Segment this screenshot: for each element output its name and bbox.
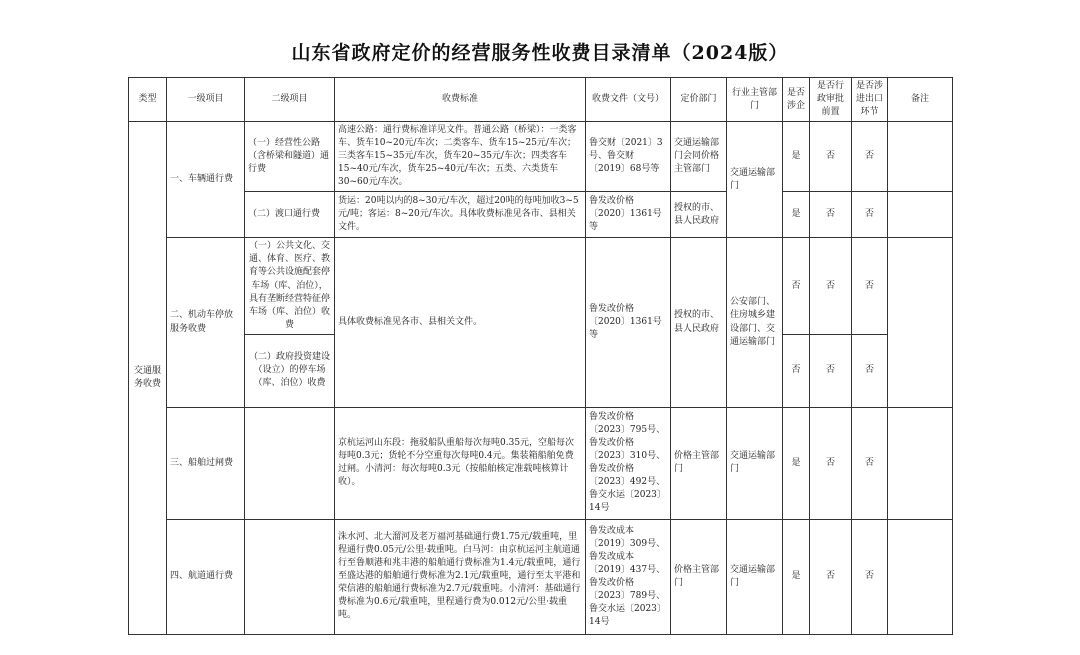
doc-ship: 鲁发改价格〔2023〕795号、鲁发改价格〔2023〕310号、鲁发改价格〔2023〕492号、鲁交水运〔2023〕14号 [586, 407, 671, 519]
level2-vehicle-1: （一）经营性公路（含桥梁和隧道）通行费 [245, 122, 335, 192]
industry-channel: 交通运输部门 [727, 519, 783, 634]
industry-parking: 公安部门、住房城乡建设部门、交通运输部门 [727, 238, 783, 407]
standard-ship: 京杭运河山东段：拖驳船队重船每次每吨0.35元，空船每次每吨0.3元；货轮不分空重每次每吨0.4元。集装箱船舶免费过闸。小清河：每次每吨0.3元（按船舶核定准载吨核算计收）。 [335, 407, 586, 519]
level2-vehicle-2: （二）渡口通行费 [245, 192, 335, 238]
header-dept: 定价部门 [671, 78, 727, 122]
header-level1: 一级项目 [167, 78, 245, 122]
industry-vehicle: 交通运输部门 [727, 122, 783, 238]
remark-parking [888, 238, 953, 407]
enterprise-ship: 是 [783, 407, 810, 519]
level2-parking-2: （二）政府投资建设（设立）的停车场（库、泊位）收费 [245, 334, 335, 407]
table-row [129, 519, 953, 634]
standard-channel: 洙水河、北大溜河及老万福河基础通行费1.75元/载重吨，里程通行费0.05元/公里·载重吨。白马河：由京杭运河主航道通行至鲁顺港和兆丰港的船舶通行费标准为1.4元/载重吨，通行至盛达港的船舶通行费标准为2.1元/载重吨，通行至太平港和荣信港的船舶通行费标准为2.7元/载重吨。小清河：基础通行费标准为0.6元/载重吨，里程通行费为0.012元/公里·载重吨。 [335, 519, 586, 634]
dept-vehicle-1: 交通运输部门会同价格主管部门 [671, 122, 727, 192]
category-cell: 交通服务收费 [129, 122, 167, 635]
ie-vehicle-2: 否 [852, 192, 888, 238]
ie-channel: 否 [852, 519, 888, 634]
enterprise-vehicle-2: 是 [783, 192, 810, 238]
enterprise-vehicle-1: 是 [783, 122, 810, 192]
level1-ship: 三、船舶过闸费 [167, 407, 245, 519]
header-level2: 二级项目 [245, 78, 335, 122]
level1-channel: 四、航道通行费 [167, 519, 245, 634]
doc-vehicle-2: 鲁发改价格〔2020〕1361号等 [586, 192, 671, 238]
standard-vehicle-2: 货运：20吨以内的8~30元/车次，超过20吨的每吨加收3~5元/吨；客运：8~20元/车次。具体收费标准见各市、县相关文件。 [335, 192, 586, 238]
header-type: 类型 [129, 78, 167, 122]
ie-ship: 否 [852, 407, 888, 519]
dept-vehicle-2: 授权的市、县人民政府 [671, 192, 727, 238]
review-ship: 否 [810, 407, 852, 519]
header-standard: 收费标准 [335, 78, 586, 122]
enterprise-channel: 是 [783, 519, 810, 634]
table-row [129, 407, 953, 519]
review-parking-2: 否 [810, 334, 852, 407]
header-remark: 备注 [888, 78, 953, 122]
review-parking-1: 否 [810, 238, 852, 334]
ie-parking-2: 否 [852, 334, 888, 407]
standard-parking: 具体收费标准见各市、县相关文件。 [335, 238, 586, 407]
header-industry: 行业主管部门 [727, 78, 783, 122]
remark-vehicle-1 [888, 122, 953, 192]
enterprise-parking-1: 否 [783, 238, 810, 334]
industry-ship: 交通运输部门 [727, 407, 783, 519]
level2-channel [245, 519, 335, 634]
dept-ship: 价格主管部门 [671, 407, 727, 519]
remark-ship [888, 407, 953, 519]
ie-vehicle-1: 否 [852, 122, 888, 192]
level1-vehicle: 一、车辆通行费 [167, 122, 245, 238]
level2-ship [245, 407, 335, 519]
doc-vehicle-1: 鲁交财〔2021〕3号、鲁交财〔2019〕68号等 [586, 122, 671, 192]
doc-parking: 鲁发改价格〔2020〕1361号等 [586, 238, 671, 407]
dept-channel: 价格主管部门 [671, 519, 727, 634]
standard-vehicle-1: 高速公路：通行费标准详见文件。普通公路（桥梁）：一类客车、货车10~20元/车次；二类客车、货车15~25元/车次；三类客车15~35元/车次，货车20~35元/车次；四类客车15~40元/车次，货车25~40元/车次；五类、六类货车30~60元/车次。 [335, 122, 586, 192]
table-row [129, 238, 953, 334]
header-row [129, 78, 953, 122]
enterprise-parking-2: 否 [783, 334, 810, 407]
review-vehicle-2: 否 [810, 192, 852, 238]
header-doc: 收费文件（文号） [586, 78, 671, 122]
header-enterprise: 是否涉企 [783, 78, 810, 122]
header-import-export: 是否涉进出口环节 [852, 78, 888, 122]
table-row [129, 122, 953, 192]
ie-parking-1: 否 [852, 238, 888, 334]
doc-channel: 鲁发改成本〔2019〕309号、鲁发改成本〔2019〕437号、鲁发改价格〔2023〕789号、鲁交水运〔2023〕14号 [586, 519, 671, 634]
remark-channel [888, 519, 953, 634]
fee-catalog-table [128, 77, 953, 635]
review-channel: 否 [810, 519, 852, 634]
level2-parking-1: （一）公共文化、交通、体育、医疗、教育等公共设施配套停车场（库、泊位），具有垄断经营特征停车场（库、泊位）收费 [245, 238, 335, 334]
dept-parking: 授权的市、县人民政府 [671, 238, 727, 407]
review-vehicle-1: 否 [810, 122, 852, 192]
level1-parking: 二、机动车停放服务收费 [167, 238, 245, 407]
header-review: 是否行政审批前置 [810, 78, 852, 122]
remark-vehicle-2 [888, 192, 953, 238]
table-row [129, 192, 953, 238]
document-title: 山东省政府定价的经营服务性收费目录清单（2024版） [291, 42, 789, 64]
